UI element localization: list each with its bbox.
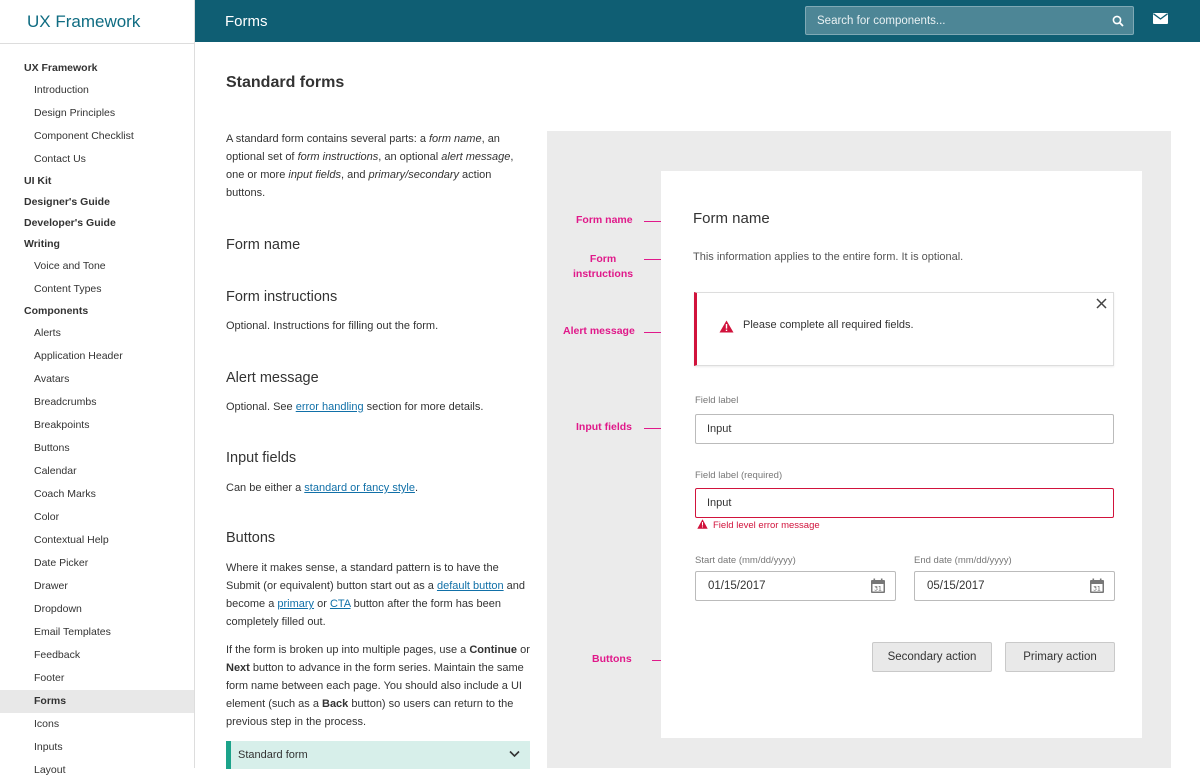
link-standard-fancy-style[interactable]: standard or fancy style (304, 482, 415, 494)
text-input-error[interactable]: Input (695, 488, 1114, 518)
sidebar-item-feedback[interactable]: Feedback (34, 649, 81, 661)
form-example-card (661, 171, 1142, 738)
section-title: Standard forms (226, 74, 345, 91)
field-label: Field label (695, 395, 739, 406)
sidebar-item-ux-framework[interactable]: UX Framework (24, 62, 98, 74)
sidebar-item-coach-marks[interactable]: Coach Marks (34, 488, 96, 500)
sidebar-item-application-header[interactable]: Application Header (34, 350, 123, 362)
sidebar-item-breadcrumbs[interactable]: Breadcrumbs (34, 396, 97, 408)
sidebar-item-introduction[interactable]: Introduction (34, 84, 89, 96)
sidebar-item-layout[interactable]: Layout (34, 764, 66, 776)
heading-buttons: Buttons (226, 530, 276, 546)
search-icon[interactable] (1103, 15, 1133, 27)
svg-text:31: 31 (874, 585, 882, 593)
sidebar-item-icons[interactable]: Icons (34, 718, 60, 730)
secondary-action-button[interactable]: Secondary action (872, 642, 992, 672)
link-default-button[interactable]: default button (436, 580, 504, 592)
start-date-label: Start date (mm/dd/yyyy) (695, 555, 796, 566)
app-header (195, 0, 1200, 42)
mail-icon[interactable] (1153, 13, 1168, 27)
intro-paragraph: A standard form contains several parts: a form name, an optional set of form instructions, an optional alert message, one or more input fields, and primary/secondary action buttons. (226, 133, 514, 199)
sidebar-item-component-checklist[interactable]: Component Checklist (34, 130, 134, 142)
sidebar-item-voice-and-tone[interactable]: Voice and Tone (34, 260, 106, 272)
annotation-input-fields: Input fields (576, 421, 632, 433)
heading-form-instructions: Form instructions (226, 289, 338, 305)
sidebar-item-buttons[interactable]: Buttons (34, 442, 70, 454)
sidebar-item-contact-us[interactable]: Contact Us (34, 153, 86, 165)
text-input[interactable]: Input (695, 414, 1114, 444)
start-date-input[interactable]: 01/15/2017 31 (695, 571, 896, 601)
sidebar-nav (0, 44, 194, 782)
accordion-standard-form[interactable] (226, 741, 530, 769)
form-instructions: This information applies to the entire form. It is optional. (693, 251, 964, 263)
brand-logo[interactable]: UX Framework (0, 0, 194, 44)
accordion-label: Standard form (238, 749, 308, 761)
close-icon[interactable] (1096, 298, 1107, 312)
heading-input-fields: Input fields (226, 450, 297, 466)
annotation-form-name: Form name (576, 214, 633, 226)
example-panel (547, 131, 1171, 768)
sidebar-item-footer[interactable]: Footer (34, 672, 65, 684)
sidebar-item-calendar[interactable]: Calendar (34, 465, 77, 477)
link-error-handling[interactable]: error handling (295, 401, 364, 413)
link-primary[interactable]: primary (277, 598, 315, 610)
field-label-required: Field label (required) (695, 470, 783, 481)
form-name: Form name (693, 210, 770, 227)
alert-message (694, 292, 1114, 366)
sidebar-item-breakpoints[interactable]: Breakpoints (34, 419, 90, 431)
annotation-alert-message: Alert message (563, 325, 635, 337)
sidebar (0, 0, 195, 776)
sidebar-item-developer-s-guide[interactable]: Developer's Guide (24, 217, 116, 229)
sidebar-item-color[interactable]: Color (34, 511, 60, 523)
sidebar-item-content-types[interactable]: Content Types (34, 283, 102, 295)
warning-icon (697, 519, 708, 532)
annotation-form-instructions: Form instructions (573, 253, 634, 280)
search-input[interactable]: Search for components... (817, 14, 946, 27)
sidebar-item-drawer[interactable]: Drawer (34, 580, 68, 592)
sidebar-item-ui-kit[interactable]: UI Kit (24, 175, 52, 187)
primary-action-button[interactable]: Primary action (1005, 642, 1115, 672)
sidebar-item-dropdown[interactable]: Dropdown (34, 603, 82, 615)
search-box[interactable] (805, 6, 1134, 35)
sidebar-item-designer-s-guide[interactable]: Designer's Guide (24, 196, 110, 208)
page-title: Forms (225, 12, 268, 30)
sidebar-item-contextual-help[interactable]: Contextual Help (34, 534, 109, 546)
sidebar-item-design-principles[interactable]: Design Principles (34, 107, 116, 119)
link-cta[interactable]: CTA (329, 598, 351, 610)
svg-text:31: 31 (1093, 585, 1101, 593)
sidebar-item-writing[interactable]: Writing (24, 238, 60, 250)
warning-icon (719, 320, 734, 336)
heading-alert-message: Alert message (226, 370, 319, 386)
calendar-icon[interactable] (870, 578, 886, 597)
buttons-paragraph-1: Where it makes sense, a standard pattern is to have the Submit (or equivalent) button start out as a default button and become a primary or CTA button after the form has been completely filled out. (226, 562, 526, 628)
chevron-down-icon[interactable] (509, 749, 520, 761)
annotation-buttons: Buttons (592, 653, 632, 665)
end-date-label: End date (mm/dd/yyyy) (914, 555, 1012, 566)
sidebar-item-date-picker[interactable]: Date Picker (34, 557, 89, 569)
sidebar-item-email-templates[interactable]: Email Templates (34, 626, 111, 638)
buttons-paragraph-2: If the form is broken up into multiple pages, use a Continue or Next button to advance in the form series. Maintain the same form name between each page. You should also include a UI element (such as a Back button) so users can return to the previous step in the process. (226, 644, 530, 728)
field-error-message: Field level error message (697, 519, 820, 532)
calendar-icon[interactable] (1089, 578, 1105, 597)
sidebar-item-inputs[interactable]: Inputs (34, 741, 63, 753)
heading-form-name: Form name (226, 237, 301, 253)
alert-message-text: Optional. See error handling section for more details. (226, 401, 484, 413)
sidebar-item-avatars[interactable]: Avatars (34, 373, 70, 385)
form-instructions-text: Optional. Instructions for filling out the form. (226, 320, 439, 332)
input-fields-text: Can be either a standard or fancy style. (226, 482, 419, 494)
sidebar-item-forms[interactable]: Forms (0, 690, 194, 713)
sidebar-item-alerts[interactable]: Alerts (34, 327, 61, 339)
alert-text: Please complete all required fields. (743, 319, 914, 331)
sidebar-item-components[interactable]: Components (24, 305, 89, 317)
end-date-input[interactable]: 05/15/2017 31 (914, 571, 1115, 601)
